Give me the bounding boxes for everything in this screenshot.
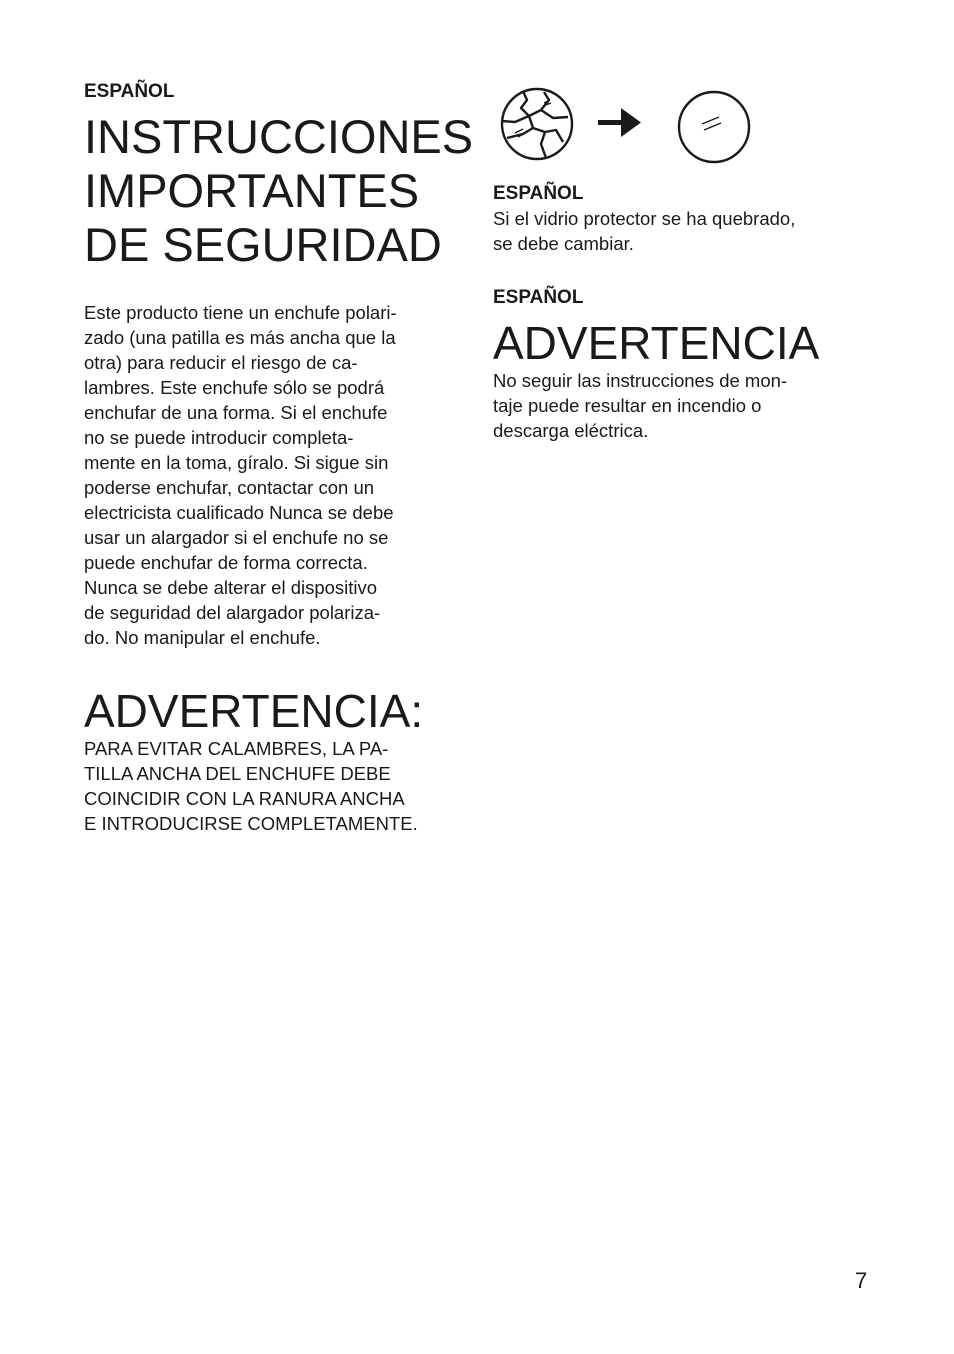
left-column [84, 80, 474, 836]
language-label: ESPAÑOL [493, 183, 584, 204]
warning-heading: ADVERTENCIA [493, 317, 820, 369]
arrow-right-icon [598, 108, 641, 137]
page-number: 7 [855, 1268, 868, 1293]
page-title: INSTRUCCIONES IMPORTANTES DE SEGURIDAD [84, 110, 474, 271]
language-label: ESPAÑOL [493, 287, 584, 308]
right-column [493, 86, 883, 443]
assembly-warning-text: No seguir las instrucciones de mon- taje puede resultar en incendio o descarga eléctrica. [493, 370, 788, 441]
warning-heading: ADVERTENCIA: [84, 685, 424, 737]
language-label: ESPAÑOL [84, 81, 175, 102]
glass-replacement-illustration [493, 86, 753, 168]
broken-glass-icon [502, 89, 572, 159]
warning-text: PARA EVITAR CALAMBRES, LA PA- TILLA ANCHA DEL ENCHUFE DEBE COINCIDIR CON LA RANURA ANCHA E INTRODUCIRSE COMPLETAMENTE. [84, 738, 418, 834]
intact-glass-icon [679, 92, 749, 162]
illustration-graphic [493, 86, 753, 168]
glass-replacement-text: Si el vidrio protector se ha quebrado, se debe cambiar. [493, 208, 796, 254]
polarized-plug-text: Este producto tiene un enchufe polari- zado (una patilla es más ancha que la otra) para reducir el riesgo de ca- lambres. Este enchufe sólo se podrá enchufar de una forma. Si el enchufe no se puede introducir completa- mente en la toma, gíralo. Si sigue sin poderse enchufar, contactar con un electricista cualificado Nunca se debe usar un alargador si el enchufe no se puede enchufar de forma correcta. Nunca se debe alterar el dispositivo de seguridad del alargador polariza- do. No manipular el enchufe. [84, 302, 397, 648]
